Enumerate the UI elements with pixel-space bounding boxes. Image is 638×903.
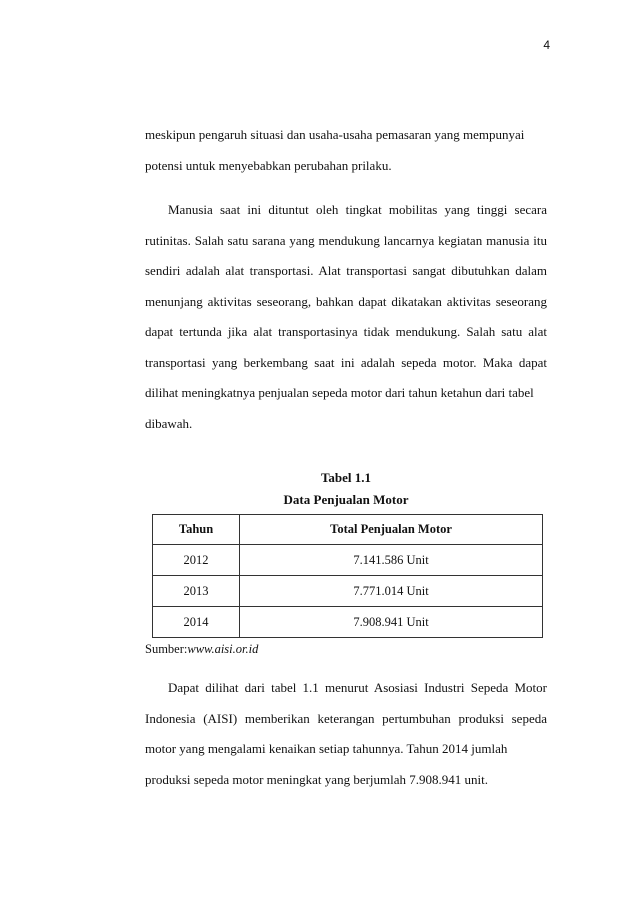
table-row	[153, 545, 543, 576]
paragraph-continuation: meskipun pengaruh situasi dan usaha-usaha pemasaran yang mempunyai potensi untuk menyebabkan perubahan prilaku.	[145, 127, 525, 173]
paragraph-transportation: Manusia saat ini dituntut oleh tingkat mobilitas yang tinggi secara rutinitas. Salah satu sarana yang mendukung lancarnya kegiatan manusia itu sendiri adalah alat transportasi. Alat transportasi sangat dibutuhkan dalam menunjang aktivitas seseorang, bahkan dapat dikatakan aktivitas seseorang dapat tertunda jika alat transportasinya tidak mendukung. Salah satu alat transportasi yang berkembang saat ini adalah sepeda motor. Maka dapat dilihat meningkatnya penjualan sepeda motor dari tahun ketahun dari tabel dibawah.	[145, 202, 547, 431]
source-prefix: Sumber:	[145, 642, 188, 656]
table-row	[153, 607, 543, 638]
page-content	[145, 120, 547, 795]
cell-year: 2012	[153, 545, 240, 576]
table-source	[145, 642, 547, 657]
paragraph-table-analysis: Dapat dilihat dari tabel 1.1 menurut Asosiasi Industri Sepeda Motor Indonesia (AISI) memberikan keterangan pertumbuhan produksi sepeda motor yang mengalami kenaikan setiap tahunnya. Tahun 2014 jumlah produksi sepeda motor meningkat yang berjumlah 7.908.941 unit.	[145, 680, 547, 787]
header-year: Tahun	[153, 515, 240, 545]
header-total-sales: Total Penjualan Motor	[240, 515, 543, 545]
paragraph-gap	[145, 181, 547, 195]
page-number: 4	[543, 38, 550, 52]
table-title: Data Penjualan Motor	[283, 492, 409, 507]
table-header-row	[153, 515, 543, 545]
cell-year: 2013	[153, 576, 240, 607]
table-label: Tabel 1.1	[320, 470, 372, 485]
cell-year: 2014	[153, 607, 240, 638]
cell-sales: 7.771.014 Unit	[240, 576, 543, 607]
source-url: www.aisi.or.id	[187, 642, 259, 656]
cell-sales: 7.908.941 Unit	[240, 607, 543, 638]
table-row	[153, 576, 543, 607]
cell-sales: 7.141.586 Unit	[240, 545, 543, 576]
sales-table	[152, 514, 543, 638]
